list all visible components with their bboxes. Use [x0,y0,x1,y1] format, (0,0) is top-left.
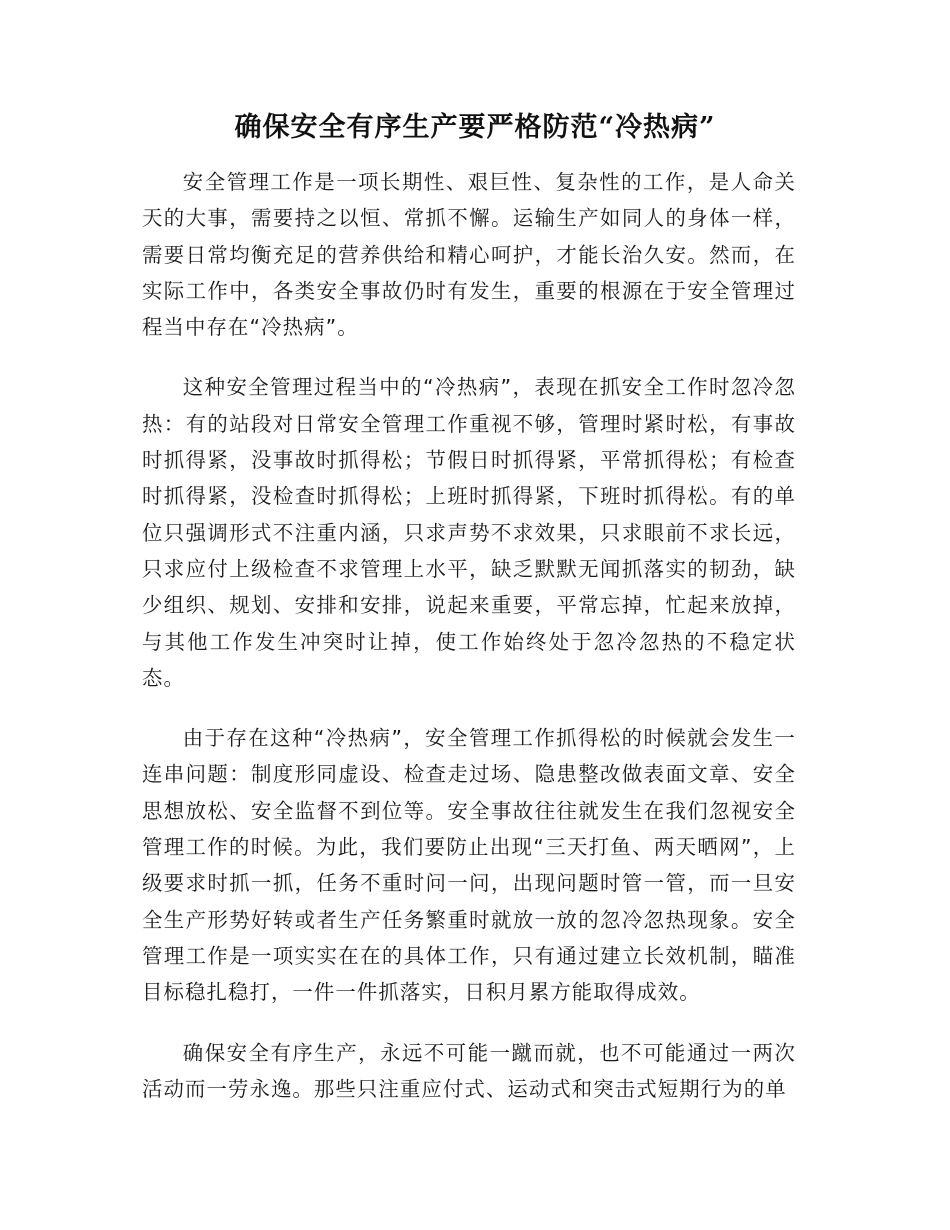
document-title: 确保安全有序生产要严格防范“冷热病” [234,112,716,143]
paragraph-4: 确保安全有序生产，永远不可能一蹴而就，也不可能通过一两次活动而一劳永逸。那些只注重应付式、运动式和突击式短期行为的单 [142,1040,796,1101]
paragraph-1: 安全管理工作是一项长期性、艰巨性、复杂性的工作，是人命关天的大事，需要持之以恒、常抓不懈。运输生产如同人的身体一样，需要日常均衡充足的营养供给和精心呵护，才能长治久安。然而，在实际工作中，各类安全事故仍时有发生，重要的根源在于安全管理过程当中存在“冷热病”。 [142,170,796,340]
paragraph-2: 这种安全管理过程当中的“冷热病”，表现在抓安全工作时忽冷忽热：有的站段对日常安全管理工作重视不够，管理时紧时松，有事故时抓得紧，没事故时抓得松；节假日时抓得紧，平常抓得松；有检查时抓得紧，没检查时抓得松；上班时抓得紧，下班时抓得松。有的单位只强调形式不注重内涵，只求声势不求效果，只求眼前不求长远，只求应付上级检查不求管理上水平，缺乏默默无闻抓落实的韧劲，缺少组织、规划、安排和安排，说起来重要，平常忘掉，忙起来放掉，与其他工作发生冲突时让掉，使工作始终处于忽冷忽热的不稳定状态。 [142,375,796,690]
paragraph-3: 由于存在这种“冷热病”，安全管理工作抓得松的时候就会发生一连串问题：制度形同虚设、检查走过场、隐患整改做表面文章、安全思想放松、安全监督不到位等。安全事故往往就发生在我们忽视安全管理工作的时候。为此，我们要防止出现“三天打鱼、两天晒网”，上级要求时抓一抓，任务不重时问一问，出现问题时管一管，而一旦安全生产形势好转或者生产任务繁重时就放一放的忽冷忽热现象。安全管理工作是一项实实在在的具体工作，只有通过建立长效机制，瞄准目标稳扎稳打，一件一件抓落实，日积月累方能取得成效。 [142,726,796,1005]
document-body [142,164,796,1131]
